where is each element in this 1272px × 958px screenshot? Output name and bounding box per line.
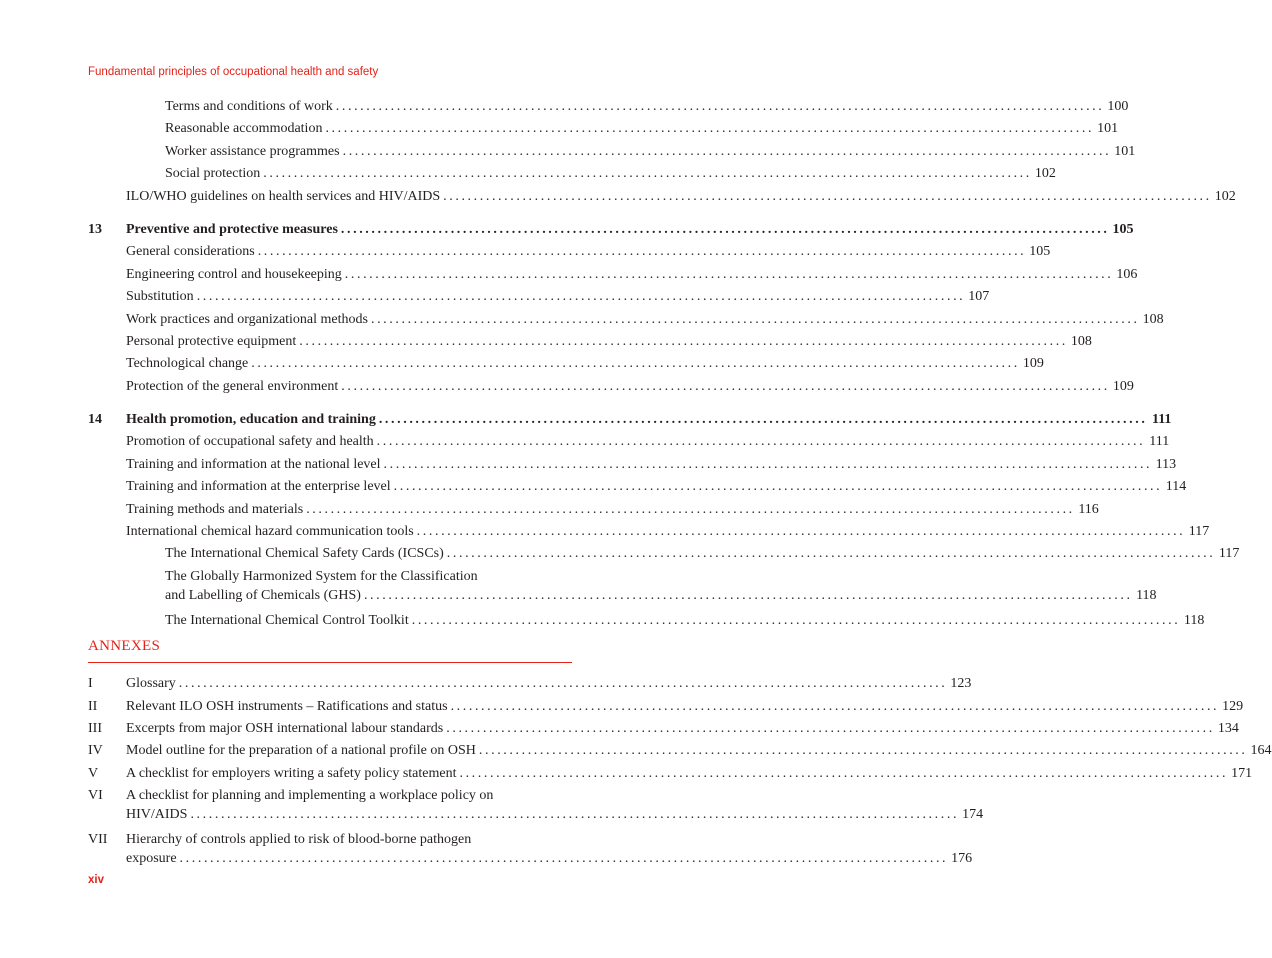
annexes-heading: ANNEXES <box>88 632 572 663</box>
toc-chapter-14[interactable] <box>88 409 1172 431</box>
toc-entry-title: Substitution <box>126 289 194 305</box>
toc-entry-title: and Labelling of Chemicals (GHS) <box>165 587 361 603</box>
page-folio: xiv <box>88 874 104 886</box>
annex-title: A checklist for employers writing a safety policy statement <box>126 765 457 781</box>
toc-entry[interactable] <box>88 241 1051 263</box>
dot-leader: .............................................................................................................................. <box>478 743 1248 759</box>
dot-leader: .............................................................................................................................. <box>190 807 960 823</box>
chapter-title: Preventive and protective measures <box>126 221 338 237</box>
dot-leader: .............................................................................................................................. <box>446 546 1216 562</box>
toc-annex[interactable] <box>88 718 1239 740</box>
annex-page: 171 <box>1231 765 1253 781</box>
toc-entry-page: 109 <box>1022 356 1044 372</box>
annex-page: 129 <box>1222 698 1244 714</box>
dot-leader: .............................................................................................................................. <box>363 587 1133 603</box>
toc-entry[interactable] <box>88 309 1164 331</box>
annex-number: VI <box>88 788 103 804</box>
toc-entry[interactable] <box>88 331 1092 353</box>
toc-entry-page: 106 <box>1116 266 1138 282</box>
toc-entry-page: 111 <box>1149 434 1170 450</box>
toc-entry-page: 117 <box>1188 524 1210 540</box>
chapter-page: 105 <box>1112 221 1134 237</box>
toc-entry-title: Training and information at the enterprise level <box>126 479 391 495</box>
toc-annex[interactable] <box>88 673 972 695</box>
annex-title: Glossary <box>126 676 176 692</box>
annex-title: Model outline for the preparation of a national profile on OSH <box>126 743 476 759</box>
annex-number: III <box>88 720 102 736</box>
toc-entry-title: Engineering control and housekeeping <box>126 266 342 282</box>
dot-leader: .............................................................................................................................. <box>340 221 1110 237</box>
toc-entry-title: General considerations <box>126 244 255 260</box>
toc-entry-title-line1: The Globally Harmonized System for the Classification <box>165 568 478 584</box>
annex-title: Relevant ILO OSH instruments – Ratifications and status <box>126 698 448 714</box>
dot-leader: .............................................................................................................................. <box>257 244 1027 260</box>
toc-entry[interactable] <box>88 264 1138 286</box>
toc-entry-title: Training methods and materials <box>126 501 304 517</box>
toc-entry-title: Worker assistance programmes <box>165 143 340 159</box>
toc-entry-page: 102 <box>1034 166 1056 182</box>
annex-number: I <box>88 676 93 692</box>
toc-entry-title: Personal protective equipment <box>126 333 297 349</box>
dot-leader: .............................................................................................................................. <box>251 356 1020 372</box>
toc-entry-title: Training and information at the national level <box>126 456 381 472</box>
annex-page: 123 <box>950 676 972 692</box>
toc-entry-title: The International Chemical Safety Cards (ICSCs) <box>165 546 444 562</box>
annex-page: 134 <box>1217 720 1239 736</box>
toc-entry-title: Terms and conditions of work <box>165 99 333 114</box>
toc-entry-page: 108 <box>1142 311 1164 327</box>
toc-entry[interactable] <box>88 376 1134 398</box>
dot-leader: .............................................................................................................................. <box>263 166 1032 182</box>
dot-leader: .............................................................................................................................. <box>178 676 948 692</box>
toc-entry-page: 114 <box>1165 479 1187 495</box>
toc-entry-page: 118 <box>1183 612 1205 628</box>
dot-leader: .............................................................................................................................. <box>450 698 1220 714</box>
annex-page: 164 <box>1250 743 1272 759</box>
dot-leader: .............................................................................................................................. <box>325 121 1095 137</box>
toc-entry[interactable] <box>88 521 1210 543</box>
toc-entry-title: Social protection <box>165 166 261 182</box>
toc-entry-page: 105 <box>1029 244 1051 260</box>
toc-entry[interactable] <box>88 431 1170 453</box>
toc-entry[interactable] <box>88 566 1157 610</box>
dot-leader: .............................................................................................................................. <box>376 434 1146 450</box>
dot-leader: .............................................................................................................................. <box>341 378 1110 394</box>
toc-entry-page: 101 <box>1114 143 1136 159</box>
toc-entry[interactable] <box>88 141 1136 163</box>
table-of-contents <box>88 96 1272 873</box>
running-head: Fundamental principles of occupational health and safety <box>88 66 379 78</box>
toc-entry[interactable] <box>88 286 990 308</box>
toc-annex[interactable] <box>88 740 1272 762</box>
toc-entry-title: Technological change <box>126 356 249 372</box>
toc-entry-title: Work practices and organizational methods <box>126 311 368 327</box>
toc-entry[interactable] <box>88 454 1177 476</box>
toc-entry[interactable] <box>88 610 1205 632</box>
annex-title-line1: A checklist for planning and implementing a workplace policy on <box>126 788 494 804</box>
toc-entry-page: 116 <box>1078 501 1099 517</box>
toc-entry[interactable] <box>88 499 1099 521</box>
toc-entry-page: 117 <box>1218 546 1240 562</box>
dot-leader: .............................................................................................................................. <box>411 612 1181 628</box>
toc-entry-title: ILO/WHO guidelines on health services and HIV/AIDS <box>126 188 441 204</box>
annex-title: exposure <box>126 851 177 867</box>
toc-entry[interactable] <box>88 163 1056 185</box>
dot-leader: .............................................................................................................................. <box>378 412 1148 428</box>
dot-leader: .............................................................................................................................. <box>370 311 1140 327</box>
toc-entry[interactable] <box>88 353 1044 375</box>
toc-entry-page: 102 <box>1214 188 1236 204</box>
chapter-title: Health promotion, education and training <box>126 412 376 428</box>
annex-page: 174 <box>962 807 984 823</box>
toc-chapter-13[interactable] <box>88 219 1134 241</box>
annex-page: 176 <box>951 851 973 867</box>
toc-entry[interactable] <box>88 186 1236 208</box>
toc-entry[interactable] <box>88 476 1187 498</box>
toc-entry-title: Promotion of occupational safety and health <box>126 434 374 450</box>
annex-title: Excerpts from major OSH international labour standards <box>126 720 444 736</box>
toc-entry-page: 108 <box>1070 333 1092 349</box>
dot-leader: .............................................................................................................................. <box>446 720 1215 736</box>
toc-entry-page: 113 <box>1155 456 1177 472</box>
toc-entry[interactable] <box>88 96 1129 118</box>
toc-entry-page: 100 <box>1107 99 1129 114</box>
toc-annex[interactable] <box>88 696 1244 718</box>
toc-annex[interactable] <box>88 763 1253 785</box>
chapter-number: 13 <box>88 221 102 237</box>
dot-leader: .............................................................................................................................. <box>443 188 1212 204</box>
dot-leader: .............................................................................................................................. <box>383 456 1153 472</box>
annex-title: HIV/AIDS <box>126 807 188 823</box>
dot-leader: .............................................................................................................................. <box>459 765 1229 781</box>
toc-entry-title: Protection of the general environment <box>126 378 339 394</box>
toc-entry-title: International chemical hazard communication tools <box>126 524 414 540</box>
dot-leader: .............................................................................................................................. <box>416 524 1186 540</box>
dot-leader: .............................................................................................................................. <box>196 289 966 305</box>
toc-entry-page: 101 <box>1097 121 1119 137</box>
dot-leader: .............................................................................................................................. <box>179 851 949 867</box>
toc-entry[interactable] <box>88 118 1119 140</box>
toc-annex[interactable] <box>88 829 973 873</box>
toc-entry-page: 107 <box>968 289 990 305</box>
dot-leader: .............................................................................................................................. <box>393 479 1163 495</box>
annex-number: IV <box>88 743 103 759</box>
toc-entry[interactable] <box>88 543 1240 565</box>
toc-entry-title: Reasonable accommodation <box>165 121 323 137</box>
annex-number: VII <box>88 832 108 848</box>
dot-leader: .............................................................................................................................. <box>344 266 1114 282</box>
dot-leader: .............................................................................................................................. <box>335 99 1105 114</box>
toc-annex[interactable] <box>88 785 984 829</box>
annex-title-line1: Hierarchy of controls applied to risk of blood-borne pathogen <box>126 832 472 848</box>
toc-entry-title: The International Chemical Control Toolkit <box>165 612 409 628</box>
dot-leader: .............................................................................................................................. <box>299 333 1068 349</box>
dot-leader: .............................................................................................................................. <box>306 501 1075 517</box>
chapter-number: 14 <box>88 412 102 428</box>
annex-number: II <box>88 698 98 714</box>
toc-entry-page: 118 <box>1136 587 1157 603</box>
dot-leader: .............................................................................................................................. <box>342 143 1112 159</box>
annex-number: V <box>88 765 99 781</box>
chapter-page: 111 <box>1151 412 1172 428</box>
toc-entry-page: 109 <box>1112 378 1134 394</box>
